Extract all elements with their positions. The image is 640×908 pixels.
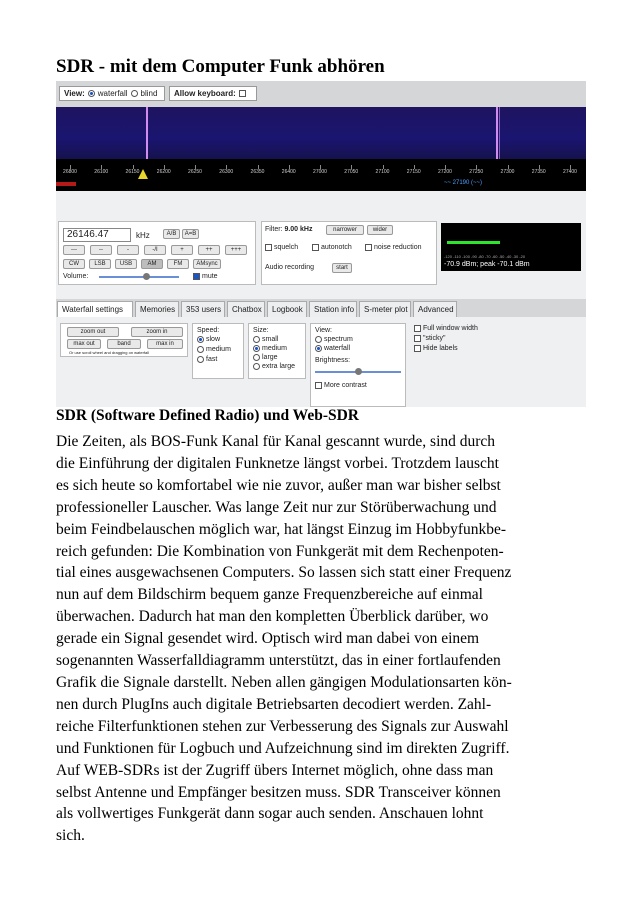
scale-tick-label: 26150	[125, 169, 140, 175]
tab-s-meter-plot[interactable]: S-meter plot	[359, 301, 411, 317]
squelch-option: squelch	[265, 244, 298, 251]
band-marker	[56, 182, 76, 186]
zoom-box	[60, 323, 188, 357]
body-line: es sich heute so komfortabel wie nie zuvor, außer man war bisher selbst	[56, 476, 501, 494]
scale-tick-label: 26100	[94, 169, 109, 175]
start-recording-button[interactable]: start	[332, 263, 352, 273]
scale-tick-label: 27150	[406, 169, 421, 175]
body-line: die Einführung der digitalen Funknetze längst vorbei. Trotzdem lauscht	[56, 454, 499, 472]
signal-meter	[441, 223, 581, 271]
scale-tick-label: 27200	[438, 169, 452, 175]
max-in-button[interactable]: max in	[147, 339, 183, 349]
sdr-screenshot	[56, 81, 586, 407]
size-option-extra-large: extra large	[253, 363, 295, 370]
body-line: Auf WEB-SDRs ist der Zugriff übers Internet möglich, ohne dass man	[56, 761, 494, 779]
body-line: sogenannten Wasserfalldiagramm unterstützt, das in einer fortlaufenden	[56, 652, 501, 670]
signal-line	[496, 107, 498, 159]
speed-radio[interactable]	[197, 356, 204, 363]
step-button[interactable]: +++	[225, 245, 247, 255]
body-line: gerade ein Signal gesendet wird. Optisch wird man dabei von einem	[56, 630, 480, 648]
volume-knob[interactable]	[143, 273, 150, 280]
scale-tick-label: 26350	[250, 169, 265, 175]
scale-tick-label: 27400	[563, 169, 577, 175]
view-box	[310, 323, 406, 407]
sticky-checkbox[interactable]	[414, 335, 421, 342]
scale-tick-label: 26800	[63, 169, 77, 175]
mute-checkbox[interactable]	[193, 273, 200, 280]
tuning-marker[interactable]	[138, 169, 148, 179]
view2-label: View:	[315, 327, 332, 334]
step-button[interactable]: -	[117, 245, 139, 255]
mode-button-am[interactable]: AM	[141, 259, 163, 269]
tab-chatbox[interactable]: Chatbox	[227, 301, 265, 317]
a-equals-b-button[interactable]: A=B	[182, 229, 199, 239]
max-out-button[interactable]: max out	[67, 339, 101, 349]
blind-option: blind	[140, 89, 158, 98]
view-option-spectrum: spectrum	[315, 336, 353, 343]
filter-value: 9.00 kHz	[284, 226, 313, 233]
blind-radio[interactable]	[131, 90, 138, 97]
volume-label: Volume:	[63, 273, 89, 280]
view-radio[interactable]	[315, 345, 322, 352]
body-line: beim Feindbelauschen möglich war, hat längst Einzug im Hobbyfunkbe-	[56, 520, 507, 538]
filter-label: Filter: 9.00 kHz	[265, 226, 313, 233]
step-button[interactable]: ---	[63, 245, 85, 255]
squelch-checkbox[interactable]	[265, 244, 272, 251]
mode-button-cw[interactable]: CW	[63, 259, 85, 269]
autonotch-option: autonotch	[312, 244, 352, 251]
view-radio[interactable]	[315, 336, 322, 343]
speed-box	[192, 323, 244, 379]
signal-level-bar	[447, 241, 500, 244]
zoom-out-button[interactable]: zoom out	[67, 327, 119, 337]
full-window-checkbox[interactable]	[414, 325, 421, 332]
body-line: reich gefunden: Die Kombination von Funkgerät mit dem Rechenpoten-	[56, 542, 504, 560]
scale-ticks	[56, 165, 586, 177]
wider-button[interactable]: wider	[367, 225, 393, 235]
body-line: Grafik die Signale darstellt. Neben allen gängigen Modulationsarten kön-	[56, 673, 512, 691]
mode-button-lsb[interactable]: LSB	[89, 259, 111, 269]
signal-line	[146, 107, 148, 159]
tab-353-users[interactable]: 353 users	[181, 301, 225, 317]
mode-button-fm[interactable]: FM	[167, 259, 189, 269]
mode-button-usb[interactable]: USB	[115, 259, 137, 269]
tab-logbook[interactable]: Logbook	[267, 301, 307, 317]
speed-option-slow: slow	[197, 336, 220, 343]
scale-tick-label: 27350	[531, 169, 546, 175]
speed-radio[interactable]	[197, 346, 204, 353]
signal-scale: -120 -110 -100 -90 -80 -70 -60 -50 -40 -30 -20	[444, 254, 526, 259]
size-label: Size:	[253, 327, 269, 334]
tab-bar	[56, 299, 586, 317]
keyboard-box	[169, 86, 257, 101]
step-button[interactable]: +	[171, 245, 193, 255]
brightness-label: Brightness:	[315, 357, 351, 364]
hide-labels-checkbox[interactable]	[414, 345, 421, 352]
more-contrast-checkbox[interactable]	[315, 382, 322, 389]
speed-radio[interactable]	[197, 336, 204, 343]
hide-labels-option: Hide labels	[414, 345, 458, 352]
band-button[interactable]: band	[107, 339, 141, 349]
autonotch-checkbox[interactable]	[312, 244, 319, 251]
step-button[interactable]: --	[90, 245, 112, 255]
size-option-large: large	[253, 354, 278, 361]
body-line: sich.	[56, 827, 85, 845]
waterfall-radio[interactable]	[88, 90, 95, 97]
step-button[interactable]: -/I	[144, 245, 166, 255]
size-radio[interactable]	[253, 345, 260, 352]
waterfall-settings-panel	[56, 317, 586, 407]
body-line: überwachen. Dadurch hat man den kompletten Überblick darüber, wo	[56, 608, 489, 626]
view-mode-box	[59, 86, 165, 101]
body-line: nun auf dem Bildschirm bequem ganze Frequenzbereiche auf einmal	[56, 586, 483, 604]
tab-memories[interactable]: Memories	[135, 301, 179, 317]
tab-advanced[interactable]: Advanced	[413, 301, 457, 317]
body-line: reiche Filterfunktionen stehen zur Verbesserung des Signals zur Auswahl	[56, 717, 509, 735]
tab-waterfall-settings[interactable]: Waterfall settings	[57, 301, 133, 317]
scale-tick-label: 26200	[156, 169, 171, 175]
body-line: als vollwertiges Funkgerät dann sogar auch senden. Anschauen lohnt	[56, 805, 484, 823]
speed-option-fast: fast	[197, 356, 217, 363]
scale-label: ~~ 27190 (~~)	[444, 180, 483, 186]
section-heading: SDR (Software Defined Radio) und Web-SDR	[56, 407, 359, 424]
body-line: und Funktionen für Logbuch und Aufzeichnung sind im direkten Zugriff.	[56, 739, 510, 757]
noise-reduction-option: noise reduction	[365, 244, 421, 251]
body-line: tial eines ausgewachsenen Computers. So lassen sich statt einer Frequenz	[56, 564, 512, 582]
size-option-small: small	[253, 336, 278, 343]
frequency-panel	[58, 221, 256, 285]
signal-readout: -70.9 dBm; peak -70.1 dBm	[444, 261, 530, 268]
display-options-box	[412, 323, 498, 359]
scale-tick-label: 27100	[375, 169, 390, 175]
size-radio[interactable]	[253, 354, 260, 361]
frequency-scale[interactable]	[56, 159, 586, 191]
narrower-button[interactable]: narrower	[326, 225, 364, 235]
full-window-option: Full window width	[414, 325, 478, 332]
body-line: nen durch PlugIns auch digitale Betriebsarten decodiert werden. Zahl-	[56, 695, 492, 713]
audio-recording-label: Audio recording	[265, 264, 315, 271]
filter-panel	[261, 221, 437, 285]
noise-reduction-checkbox[interactable]	[365, 244, 372, 251]
frequency-unit: kHz	[136, 231, 150, 240]
speed-label: Speed:	[197, 327, 220, 334]
waterfall-display[interactable]	[56, 107, 586, 159]
sdr-top-bar	[56, 81, 586, 107]
more-contrast-option: More contrast	[315, 382, 367, 389]
step-button[interactable]: ++	[198, 245, 220, 255]
volume-slider[interactable]	[99, 276, 179, 278]
body-line: professioneller Lauscher. Was lange Zeit nur zur Störüberwachung und	[56, 498, 497, 516]
scale-tick-label: 27000	[313, 169, 327, 175]
page-title: SDR - mit dem Computer Funk abhören	[56, 56, 385, 77]
mute-label: mute	[202, 273, 218, 280]
mute-option	[193, 273, 218, 280]
signal-line	[499, 107, 500, 159]
article-body	[56, 431, 596, 847]
scale-tick-label: 27050	[344, 169, 359, 175]
size-option-medium: medium	[253, 345, 287, 352]
frequency-input[interactable]: 26146.47	[63, 228, 131, 242]
scale-tick-label: 26250	[188, 169, 202, 175]
sticky-option: "sticky"	[414, 335, 445, 342]
mode-button-amsync[interactable]: AMsync	[193, 259, 221, 269]
scale-tick-label: 26300	[219, 169, 234, 175]
view-label: View:	[64, 89, 85, 98]
brightness-knob[interactable]	[355, 368, 362, 375]
view-option-waterfall: waterfall	[315, 345, 350, 352]
scale-tick-label: 26400	[281, 169, 296, 175]
size-radio[interactable]	[253, 363, 260, 370]
speed-option-medium: medium	[197, 346, 231, 353]
zoom-in-button[interactable]: zoom in	[131, 327, 183, 337]
allow-keyboard-label: Allow keyboard:	[174, 89, 236, 98]
ab-swap-button[interactable]: A/B	[163, 229, 180, 239]
scale-tick-label: 27250	[469, 169, 484, 175]
size-radio[interactable]	[253, 336, 260, 343]
scale-tick-label: 27300	[500, 169, 515, 175]
body-line: selbst Antenne und Empfänger besitzen muss. SDR Transceiver können	[56, 783, 501, 801]
allow-keyboard-checkbox[interactable]	[239, 90, 246, 97]
body-line: Die Zeiten, als BOS-Funk Kanal für Kanal gescannt wurde, sind durch	[56, 433, 496, 450]
waterfall-option: waterfall	[97, 89, 128, 98]
size-box	[248, 323, 306, 379]
zoom-hint: Or use scroll wheel and dragging on waterfall	[69, 350, 150, 355]
tab-station-info[interactable]: Station info	[309, 301, 357, 317]
